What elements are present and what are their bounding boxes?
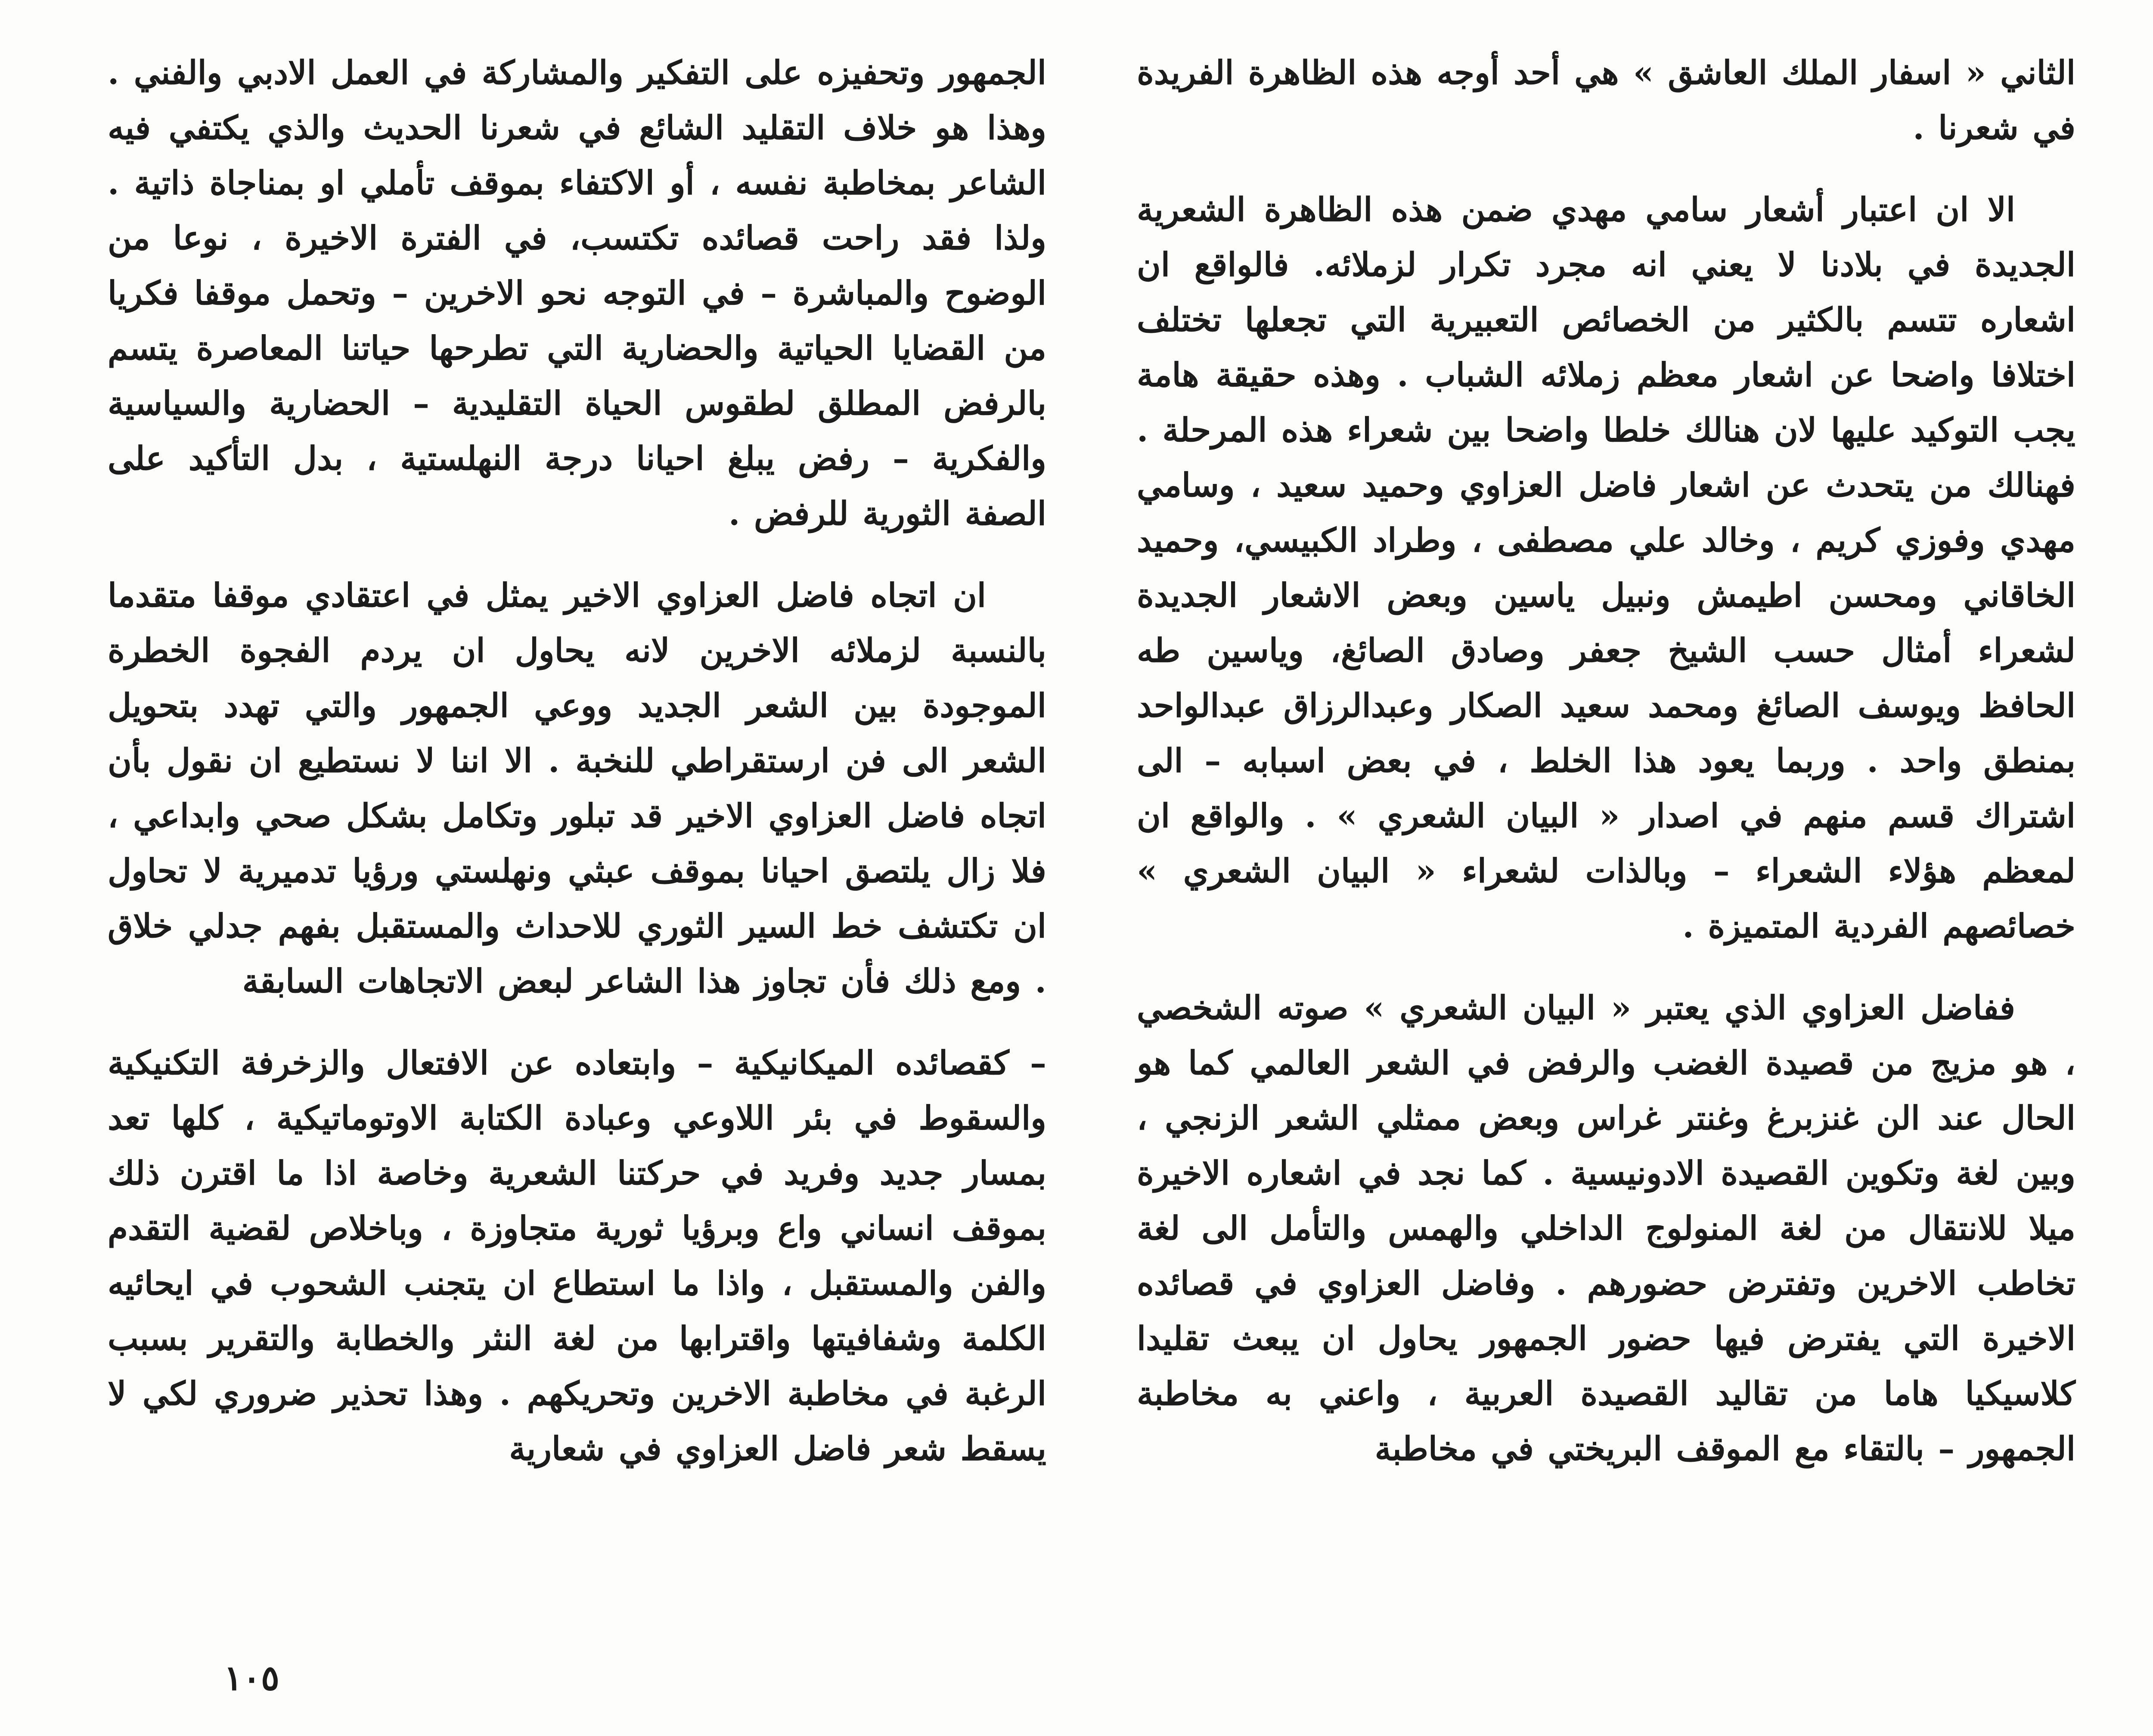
page-number: ١٠٥ [224,1658,279,1698]
left-column [108,45,1046,1476]
right-paragraph-1: الثاني « اسفار الملك العاشق » هي أحد أوجه هذه الظاهرة الفريدة في شعرنا . [1137,53,2075,147]
left-paragraph-2: ان اتجاه فاضل العزاوي الاخير يمثل في اعتقادي موقفا متقدما بالنسبة لزملائه الاخرين لانه يحاول ان يردم الفجوة الخطرة الموجودة بين الشعر الجديد ووعي الجمهور والتي تهدد بتحويل الشعر الى فن ارستقراطي للنخبة . الا اننا لا نستطيع ان نقول بأن اتجاه فاضل العزاوي الاخير قد تبلور وتكامل بشكل صحي وابداعي ، فلا زال يلتصق احيانا بموقف عبثي ونهلستي ورؤيا تدميرية لا تحاول ان تكتشف خط السير الثوري للاحداث والمستقبل بفهم جدلي خلاق . ومع ذلك فأن تجاوز هذا الشاعر لبعض الاتجاهات السابقة [108,576,1046,1000]
right-paragraph-3: ففاضل العزاوي الذي يعتبر « البيان الشعري » صوته الشخصي ، هو مزيج من قصيدة الغضب والرفض في الشعر العالمي كما هو الحال عند الن غنزبرغ وغنتر غراس وبعض ممثلي الشعر الزنجي ، وبين لغة وتكوين القصيدة الادونيسية . كما نجد في اشعاره الاخيرة ميلا للانتقال من لغة المنولوج الداخلي والهمس والتأمل الى لغة تخاطب الاخرين وتفترض حضورهم . وفاضل العزاوي في قصائده الاخيرة التي يفترض فيها حضور الجمهور يحاول ان يبعث تقليدا كلاسيكيا هاما من تقاليد القصيدة العربية ، واعني به مخاطبة الجمهور – بالتقاء مع الموقف البريختي في مخاطبة [1137,989,2075,1468]
right-column [1137,45,2075,1476]
right-paragraph-2: الا ان اعتبار أشعار سامي مهدي ضمن هذه الظاهرة الشعرية الجديدة في بلادنا لا يعني انه مجرد تكرار لزملائه. فالواقع ان اشعاره تتسم بالكثير من الخصائص التعبيرية التي تجعلها تختلف اختلافا واضحا عن اشعار معظم زملائه الشباب . وهذه حقيقة هامة يجب التوكيد عليها لان هنالك خلطا واضحا بين شعراء هذه المرحلة . فهنالك من يتحدث عن اشعار فاضل العزاوي وحميد سعيد ، وسامي مهدي وفوزي كريم ، وخالد علي مصطفى ، وطراد الكبيسي، وحميد الخاقاني ومحسن اطيمش ونبيل ياسين وبعض الاشعار الجديدة لشعراء أمثال حسب الشيخ جعفر وصادق الصائغ، وياسين طه الحافظ ويوسف الصائغ ومحمد سعيد الصكار وعبدالرزاق عبدالواحد بمنطق واحد . وربما يعود هذا الخلط ، في بعض اسبابه – الى اشتراك قسم منهم في اصدار « البيان الشعري » . والواقع ان لمعظم هؤلاء الشعراء – وبالذات لشعراء « البيان الشعري » خصائصهم الفردية المتميزة . [1137,190,2075,945]
left-paragraph-3: – كقصائده الميكانيكية – وابتعاده عن الافتعال والزخرفة التكنيكية والسقوط في بئر اللاوعي وعبادة الكتابة الاوتوماتيكية ، كلها تعد بمسار جديد وفريد في حركتنا الشعرية وخاصة اذا ما اقترن ذلك بموقف انساني واع وبرؤيا ثورية متجاوزة ، وباخلاص لقضية التقدم والفن والمستقبل ، واذا ما استطاع ان يتجنب الشحوب في ايحائيه الكلمة وشفافيتها واقترابها من لغة النثر والخطابة والتقرير بسبب الرغبة في مخاطبة الاخرين وتحريكهم . وهذا تحذير ضروري لكي لا يسقط شعر فاضل العزاوي في شعارية [108,1044,1046,1468]
left-paragraph-1: الجمهور وتحفيزه على التفكير والمشاركة في العمل الادبي والفني . وهذا هو خلاف التقليد الشائع في شعرنا الحديث والذي يكتفي فيه الشاعر بمخاطبة نفسه ، أو الاكتفاء بموقف تأملي او بمناجاة ذاتية . ولذا فقد راحت قصائده تكتسب، في الفترة الاخيرة ، نوعا من الوضوح والمباشرة – في التوجه نحو الاخرين – وتحمل موقفا فكريا من القضايا الحياتية والحضارية التي تطرحها حياتنا المعاصرة يتسم بالرفض المطلق لطقوس الحياة التقليدية – الحضارية والسياسية والفكرية – رفض يبلغ احيانا درجة النهلستية ، بدل التأكيد على الصفة الثورية للرفض . [108,53,1047,533]
